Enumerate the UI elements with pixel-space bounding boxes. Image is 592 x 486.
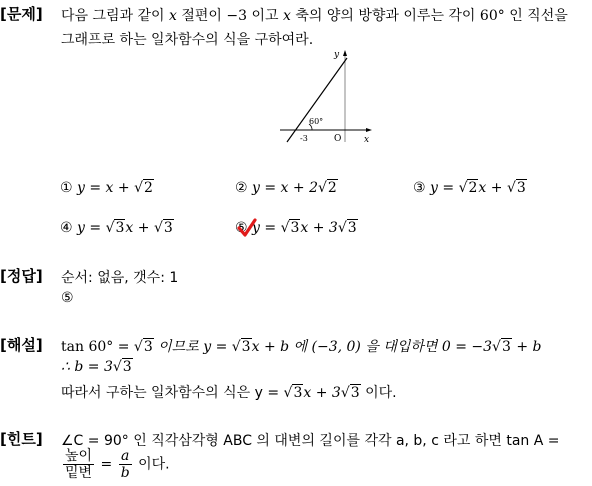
- explanation-line-3: [61, 382, 397, 402]
- math-var: x: [169, 8, 177, 24]
- explanation-line-2: [61, 359, 133, 375]
- option-4[interactable]: [60, 220, 174, 236]
- option-2[interactable]: [235, 180, 338, 196]
- check-mark-icon: [237, 218, 257, 238]
- problem-text: 축의 양의 방향과 이루는 각이: [290, 8, 480, 24]
- problem-label: [문제]: [0, 5, 43, 23]
- option-number: ⑤: [235, 220, 248, 236]
- sqrt-term: √2: [134, 180, 153, 196]
- option-expression: x +: [125, 220, 154, 236]
- problem-text: 이고: [247, 8, 284, 24]
- problem-line-1: [61, 5, 568, 25]
- option-1[interactable]: [60, 180, 154, 196]
- option-5[interactable]: [235, 220, 358, 236]
- problem-text: 절편이: [176, 8, 227, 24]
- option-number-checked: [235, 220, 248, 236]
- expl-text: tan 60° =: [61, 339, 134, 355]
- expl-text: 이므로 y =: [153, 339, 232, 355]
- hint-label: [힌트]: [0, 430, 43, 448]
- option-number: ③: [413, 180, 426, 196]
- option-expression: y =: [430, 180, 459, 196]
- option-number: ④: [60, 220, 73, 236]
- graph-figure: [276, 48, 376, 144]
- expl-text: x + b 에 (−3, 0) 을 대입하면 0 = −3: [251, 339, 493, 355]
- option-number: ①: [60, 180, 73, 196]
- problem-line-2: 그래프로 하는 일차함수의 식을 구하여라.: [61, 32, 314, 48]
- answer-line-1: 순서: 없음, 갯수: 1: [61, 270, 179, 286]
- sqrt-term: √3: [506, 180, 526, 196]
- fraction-height-over-base: $\frac{\text{높이}}{\text{밑변}}$: [65, 448, 93, 481]
- sqrt-term: √3: [280, 220, 300, 236]
- graph-line: [287, 58, 347, 142]
- option-number: ②: [235, 180, 248, 196]
- option-expression: x + 3: [300, 220, 338, 236]
- sqrt-term: √3: [340, 385, 360, 401]
- sqrt-term: √3: [133, 339, 153, 355]
- y-axis-label: y: [334, 50, 340, 60]
- option-3[interactable]: [413, 180, 527, 196]
- angle-label: 60°: [309, 117, 324, 126]
- expl-text: + b: [511, 339, 542, 355]
- answer-line-2: ⑤: [61, 290, 74, 306]
- option-expression: y =: [252, 220, 281, 236]
- y-axis-arrow: [343, 50, 347, 56]
- option-expression: y = x +: [77, 180, 135, 196]
- hint-line-2: [61, 448, 170, 481]
- option-expression: y =: [77, 220, 106, 236]
- expl-text: 이다.: [360, 385, 397, 401]
- sqrt-term: √3: [153, 220, 173, 236]
- expl-text: x + 3: [303, 385, 341, 401]
- fraction-a-over-b: $\frac{a}{b}$: [120, 448, 130, 481]
- explanation-line-1: [61, 336, 541, 356]
- sqrt-term: √3: [105, 220, 125, 236]
- problem-text: 인 직선을: [504, 8, 568, 24]
- answer-label: [정답]: [0, 267, 43, 285]
- option-expression: x +: [478, 180, 507, 196]
- neg3-label: -3: [300, 134, 308, 143]
- sqrt-term: √3: [283, 385, 303, 401]
- hint-text: 이다.: [133, 456, 170, 473]
- origin-label: O: [334, 134, 342, 144]
- sqrt-term: √3: [231, 339, 251, 355]
- sqrt-term: √3: [112, 359, 132, 375]
- sqrt-term: √2: [458, 180, 478, 196]
- problem-text: 다음 그림과 같이: [61, 8, 170, 24]
- option-expression: y = x + 2: [252, 180, 318, 196]
- hint-line-1: ∠C = 90° 인 직각삼각형 ABC 의 대변의 길이를 각각 a, b, c 라고 하면 tan A =: [61, 433, 560, 449]
- math-number: −3: [226, 8, 248, 24]
- explanation-label: [해설]: [0, 336, 43, 354]
- math-var: x: [283, 8, 291, 24]
- x-axis-arrow: [366, 128, 372, 132]
- math-angle: 60°: [479, 8, 505, 24]
- sqrt-term: √3: [492, 339, 511, 355]
- expl-text: 따라서 구하는 일차함수의 식은 y =: [61, 385, 284, 401]
- sqrt-term: √3: [337, 220, 357, 236]
- expl-text: ∴ b = 3: [61, 359, 113, 375]
- x-axis-label: x: [364, 135, 370, 144]
- sqrt-term: √2: [318, 180, 337, 196]
- equals-sign: =: [96, 456, 117, 473]
